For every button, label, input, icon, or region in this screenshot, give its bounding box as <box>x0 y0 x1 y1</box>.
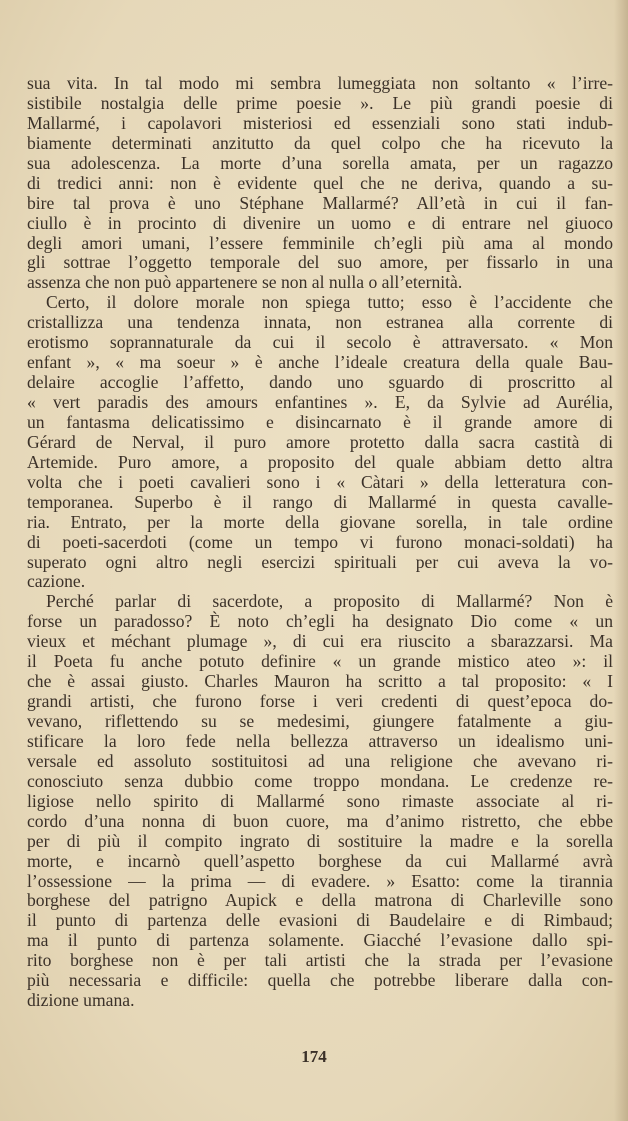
text-line: vevano, riflettendo su se medesimi, giungere fatalmente a giu- <box>27 711 613 731</box>
text-line: volta che i poeti cavalieri sono i « Càtari » della letteratura con- <box>27 471 613 492</box>
text-line: superato ogni altro negli esercizi spirituali per cui aveva la vo- <box>27 551 613 572</box>
text-line: gli sottrae l’oggetto temporale del suo amore, per fissarlo in una <box>27 252 613 273</box>
text-line: conosciuto senza dubbio come troppo mondana. Le credenze re- <box>27 770 613 791</box>
text-line: sistibile nostalgia delle prime poesie ». Le più grandi poesie di <box>27 92 613 113</box>
text-line: un fantasma delicatissimo e disincarnato è il grande amore di <box>27 411 613 432</box>
text-line: Gérard de Nerval, il puro amore protetto dalla sacra castità di <box>27 431 613 452</box>
text-line: delaire accoglie l’affetto, dando uno sguardo di proscritto al <box>27 372 613 393</box>
text-line: di tredici anni: non è evidente quel che ne deriva, quando a su- <box>27 172 613 193</box>
text-line: borghese del patrigno Aupick e della matrona di Charleville sono <box>27 890 613 911</box>
text-line: sua vita. In tal modo mi sembra lumeggiata non soltanto « l’irre- <box>27 73 613 93</box>
text-line: degli amori umani, l’essere femminile ch’egli più ama al mondo <box>27 232 613 253</box>
text-line: dizione umana. <box>27 990 135 1011</box>
page-number: 174 <box>301 1047 327 1066</box>
body-text <box>27 74 613 1011</box>
text-line: forse un paradosso? È noto ch’egli ha designato Dio come « un <box>27 611 613 632</box>
text-line: di poeti-sacerdoti (come un tempo vi furono monaci-soldati) ha <box>27 531 613 552</box>
text-line: rito borghese non è per tali artisti che la strada per l’evasione <box>27 950 613 971</box>
text-line: più necessaria e difficile: quella che potrebbe liberare dalla con- <box>27 970 613 991</box>
page-edge-shadow <box>614 0 628 1121</box>
text-line: per di più il compito ingrato di sostituire la madre e la sorella <box>27 830 613 851</box>
text-line: cazione. <box>27 571 86 592</box>
text-line: morte, e incarnò quell’aspetto borghese da cui Mallarmé avrà <box>27 850 613 871</box>
text-line: bire tal prova è uno Stéphane Mallarmé? All’età in cui il fan- <box>27 192 613 213</box>
text-line: che è assai giusto. Charles Mauron ha scritto a tal proposito: « I <box>27 671 613 692</box>
text-line: ciullo è in procinto di divenire un uomo e di entrare nel giuoco <box>27 212 613 233</box>
text-line: « vert paradis des amours enfantines ». E, da Sylvie ad Aurélia, <box>27 392 613 412</box>
text-line: versale ed assoluto sostituitosi ad una religione che avevano ri- <box>27 750 613 771</box>
text-line: Certo, il dolore morale non spiega tutto; esso è l’accidente che <box>46 292 613 313</box>
text-line: erotismo soprannaturale da cui il secolo è attraversato. « Mon <box>27 332 613 353</box>
text-line: enfant », « ma soeur » è anche l’ideale creatura della quale Bau- <box>27 352 613 373</box>
text-line: temporanea. Superbo è il rango di Mallarmé in questa cavalle- <box>27 491 613 512</box>
text-line: biamente determinati anzitutto da quel colpo che ha ricevuto la <box>27 132 613 153</box>
text-line: cordo d’una nonna di buon cuore, ma d’animo ristretto, che ebbe <box>27 810 613 831</box>
text-line: sua adolescenza. La morte d’una sorella amata, per un ragazzo <box>27 152 613 173</box>
text-line: l’ossessione — la prima — di evadere. » Esatto: come la tirannia <box>27 870 613 891</box>
text-line: cristallizza una tendenza innata, non estranea alla corrente di <box>27 312 613 333</box>
text-line: grandi artisti, che furono forse i veri credenti di quest’epoca do- <box>27 691 613 712</box>
text-line: ligiose nello spirito di Mallarmé sono rimaste associate al ri- <box>27 790 613 811</box>
text-line: Mallarmé, i capolavori misteriosi ed essenziali sono stati indub- <box>27 112 613 133</box>
text-line: assenza che non può appartenere se non al nulla o all’eternità. <box>27 272 463 293</box>
text-line: il punto di partenza delle evasioni di Baudelaire e di Rimbaud; <box>27 910 613 931</box>
text-line: vieux et méchant plumage », di cui era riuscito a sbarazzarsi. Ma <box>27 631 613 652</box>
text-line: ma il punto di partenza solamente. Giacché l’evasione dallo spi- <box>27 930 613 951</box>
text-line: ria. Entrato, per la morte della giovane sorella, in tale ordine <box>27 511 613 532</box>
text-line: Perché parlar di sacerdote, a proposito di Mallarmé? Non è <box>46 591 613 612</box>
text-line: Artemide. Puro amore, a proposito del quale abbiam detto altra <box>27 451 613 472</box>
text-line: il Poeta fu anche potuto definire « un grande mistico ateo »: il <box>27 651 613 672</box>
text-line: stificare la loro fede nella bellezza attraverso un idealismo uni- <box>27 730 613 751</box>
